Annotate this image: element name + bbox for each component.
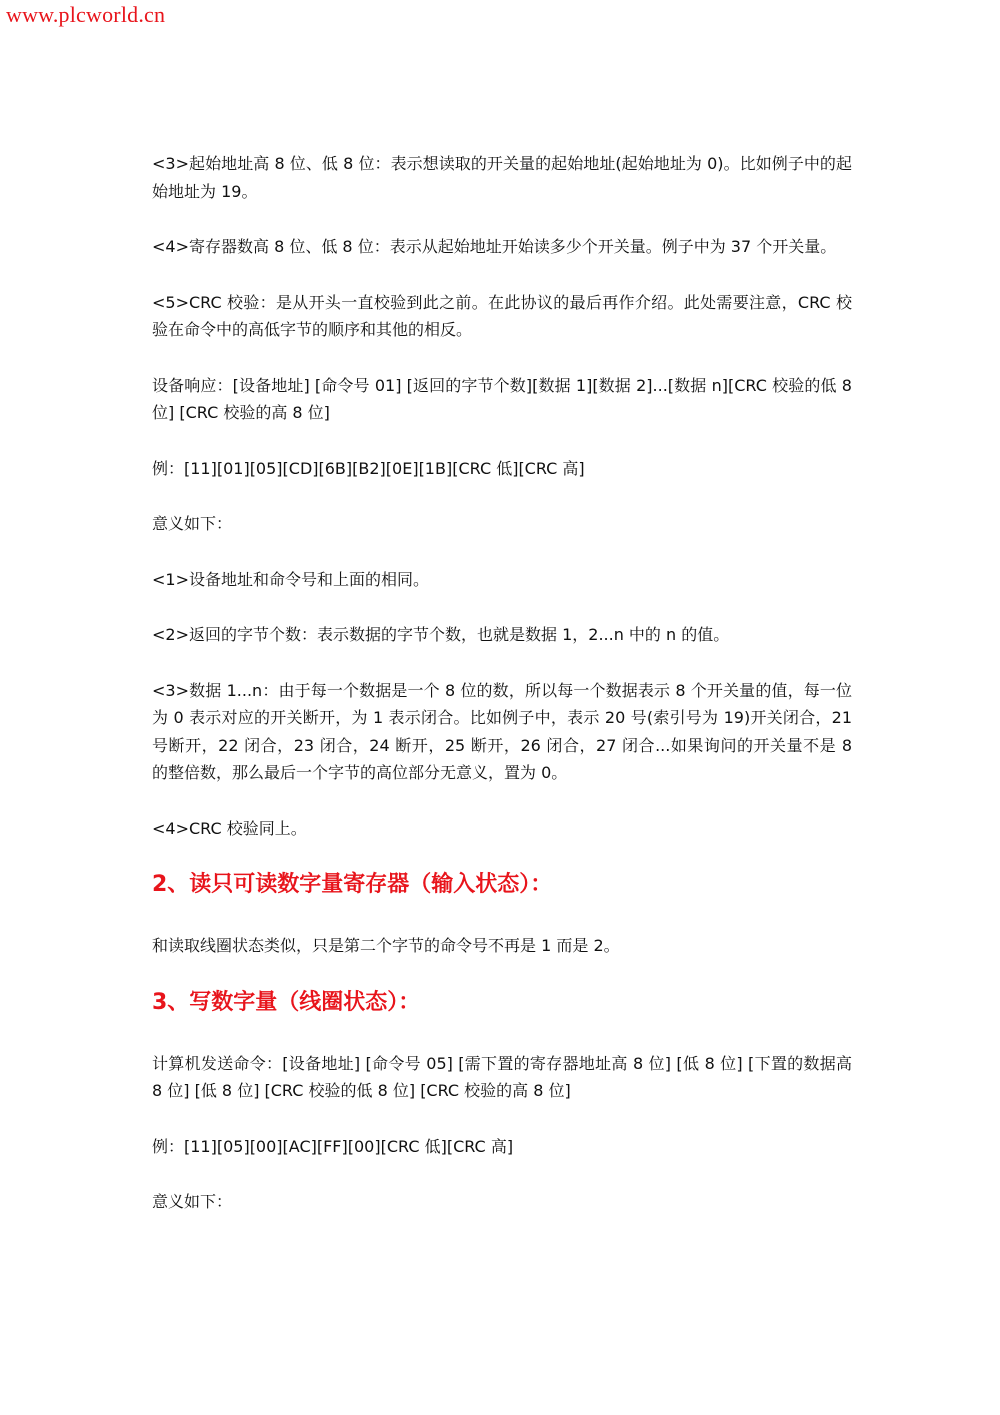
- paragraph-response-example: 例：[11][01][05][CD][6B][B2][0E][1B][CRC 低][CRC 高]: [152, 458, 585, 478]
- paragraph-data-bytes-note: <3>数据 1...n：由于每一个数据是一个 8 位的数，所以每一个数据表示 8 个开关量的值，每一位为 0 表示对应的开关断开，为 1 表示闭合。比如例子中，表示 20 号(索引号为 19)开关闭合，21 号断开，22 闭合，23 闭合，24 断开，25 断开，26 闭合，27 闭合...如果询问的开关量不是 8 的整倍数，那么最后一个字节的高位部分无意义，置为 0。: [152, 680, 852, 782]
- paragraph-register-count: <4>寄存器数高 8 位、低 8 位：表示从起始地址开始读多少个开关量。例子中为 37 个开关量。: [152, 237, 837, 256]
- paragraph-meaning-label: 意义如下：: [152, 514, 233, 533]
- document-body: [152, 150, 852, 1244]
- paragraph-write-command: 计算机发送命令：[设备地址] [命令号 05] [需下置的寄存器地址高 8 位] [低 8 位] [下置的数据高 8 位] [低 8 位] [CRC 校验的低 8 位] [CRC 校验的高 8 位]: [152, 1053, 852, 1100]
- paragraph-device-response: 设备响应：[设备地址] [命令号 01] [返回的字节个数][数据 1][数据 2]...[数据 n][CRC 校验的低 8 位] [CRC 校验的高 8 位]: [152, 375, 852, 422]
- section-heading-write-coil: 3、写数字量（线圈状态）：: [152, 989, 421, 1015]
- section-heading-read-input-status: 2、读只可读数字量寄存器（输入状态）：: [152, 872, 553, 897]
- paragraph-read-input-status: 和读取线圈状态类似，只是第二个字节的命令号不再是 1 而是 2。: [152, 936, 620, 955]
- paragraph-crc-check: <5>CRC 校验：是从开头一直校验到此之前。在此协议的最后再作介绍。此处需要注意，CRC 校验在命令中的高低字节的顺序和其他的相反。: [152, 292, 852, 339]
- paragraph-write-example: 例：[11][05][00][AC][FF][00][CRC 低][CRC 高]: [152, 1136, 514, 1156]
- paragraph-byte-count-note: <2>返回的字节个数：表示数据的字节个数，也就是数据 1，2...n 中的 n 的值。: [152, 625, 730, 644]
- paragraph-start-address: <3>起始地址高 8 位、低 8 位：表示想读取的开关量的起始地址(起始地址为 0)。比如例子中的起始地址为 19。: [152, 154, 852, 201]
- paragraph-device-address-note: <1>设备地址和命令号和上面的相同。: [152, 569, 429, 589]
- paragraph-crc-same-note: <4>CRC 校验同上。: [152, 818, 307, 838]
- paragraph-write-meaning-label: 意义如下：: [152, 1192, 233, 1211]
- watermark-url: www.plcworld.cn: [6, 2, 166, 27]
